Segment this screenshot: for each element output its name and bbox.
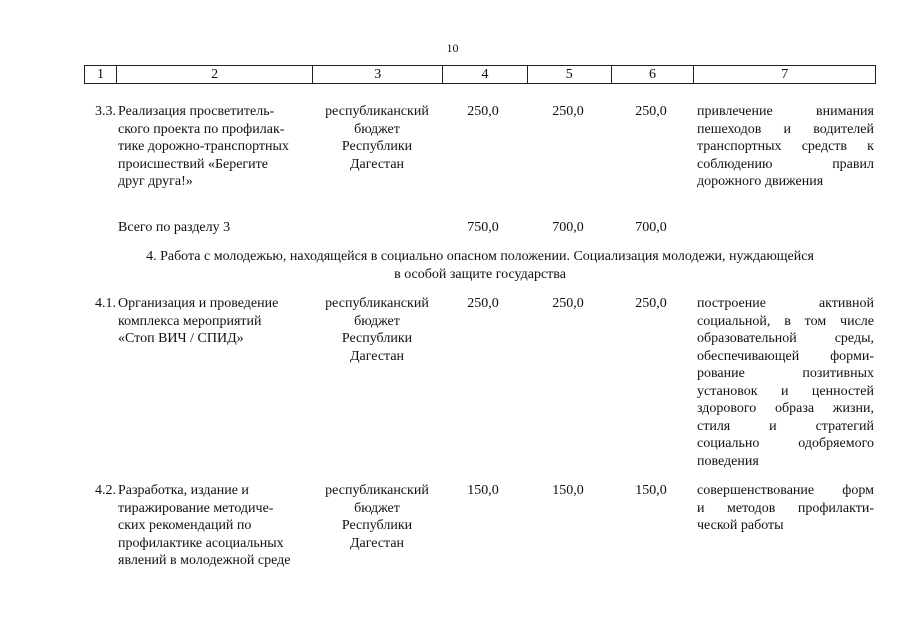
- row-result-line: и методов профилакти-: [697, 500, 874, 516]
- row-value-col6: 150,0: [635, 483, 667, 498]
- row-value-col5: 250,0: [552, 296, 584, 311]
- row-source-line: Дагестан: [349, 535, 405, 551]
- row-result-line: образовательной среды,: [697, 331, 874, 346]
- row-result-line: установок и ценностей: [697, 383, 874, 399]
- header-col-5: 5: [528, 66, 612, 83]
- row-result-line: построение активной: [697, 296, 874, 311]
- row-result-line: дорожного движения: [697, 174, 824, 189]
- header-col-7: 7: [781, 67, 789, 82]
- row-result-line: поведения: [697, 453, 759, 469]
- header-col-6: 6: [612, 66, 695, 83]
- row-number: 4.2.: [95, 483, 116, 498]
- row-result: [697, 103, 874, 191]
- row-source-line: Дагестан: [349, 156, 405, 172]
- row-name-line: тиражирование методиче-: [118, 500, 274, 516]
- row-name-line: тике дорожно-транспортных: [118, 139, 289, 154]
- row-name-line: друг друга!»: [118, 174, 193, 189]
- row-source-line: республиканский: [325, 296, 429, 311]
- row-result-line: социально одобряемого: [697, 436, 874, 451]
- section-heading-line1: 4. Работа с молодежью, находящейся в социально опасном положении. Социализация молодежи, нуждающейся: [146, 249, 814, 264]
- row-result-line: обеспечивающей форми-: [697, 348, 874, 364]
- row-name-line: ских рекомендаций по: [118, 518, 252, 533]
- row-source-line: республиканский: [325, 483, 429, 498]
- row-result-line: транспортных средств к: [697, 139, 874, 154]
- section-heading-line2: в особой защите государства: [394, 266, 566, 282]
- row-number: 4.1.: [95, 296, 116, 311]
- row-name-line: явлений в молодежной среде: [118, 553, 291, 568]
- row-result-line: соблюдению правил: [697, 156, 874, 172]
- row-source: [313, 103, 441, 173]
- row-source-line: Дагестан: [349, 348, 405, 364]
- row-source-line: Республики: [341, 518, 413, 533]
- row-number: 3.3.: [95, 104, 116, 119]
- row-name-line: профилактике асоциальных: [118, 535, 284, 551]
- row-source: [313, 295, 441, 365]
- row-source: [313, 482, 441, 552]
- header-col-3: 3: [313, 66, 443, 83]
- row-result-line: стиля и стратегий: [697, 418, 874, 434]
- total-value-col4: 750,0: [467, 220, 499, 235]
- row-source-line: бюджет: [354, 121, 400, 137]
- row-value-col4: 250,0: [467, 104, 499, 119]
- row-result-line: здорового образа жизни,: [697, 401, 874, 416]
- row-name-line: Реализация просветитель-: [118, 104, 275, 119]
- row-source-line: бюджет: [354, 313, 400, 329]
- row-name: [118, 295, 313, 348]
- row-name-line: ского проекта по профилак-: [118, 121, 285, 137]
- row-name: [118, 103, 313, 191]
- row-name: [118, 482, 318, 570]
- row-name-line: Организация и проведение: [118, 296, 279, 311]
- row-name-line: Разработка, издание и: [118, 483, 249, 498]
- section-heading: [84, 248, 876, 283]
- row-value-col4: 150,0: [467, 483, 499, 498]
- row-result-line: социальной, в том числе: [697, 313, 874, 329]
- header-col-4: 4: [443, 66, 528, 83]
- row-result-line: рование позитивных: [697, 366, 874, 381]
- row-name-line: происшествий «Берегите: [118, 156, 269, 172]
- row-result-line: ческой работы: [697, 518, 784, 533]
- row-result: [697, 295, 874, 470]
- row-name-line: комплекса мероприятий: [118, 313, 262, 329]
- row-value-col6: 250,0: [635, 296, 667, 311]
- row-source-line: Республики: [341, 331, 413, 346]
- row-result: [697, 482, 874, 535]
- row-source-line: бюджет: [354, 500, 400, 516]
- row-value-col5: 150,0: [552, 483, 584, 498]
- row-value-col4: 250,0: [467, 296, 499, 311]
- total-label: Всего по разделу 3: [118, 220, 231, 235]
- row-result-line: привлечение внимания: [697, 104, 874, 119]
- row-source-line: республиканский: [325, 104, 429, 119]
- page-number: 10: [446, 41, 459, 55]
- total-value-col5: 700,0: [552, 220, 584, 235]
- row-result-line: пешеходов и водителей: [697, 121, 874, 137]
- row-name-line: «Стоп ВИЧ / СПИД»: [118, 331, 244, 346]
- header-col-2: 2: [117, 66, 314, 83]
- row-value-col6: 250,0: [635, 104, 667, 119]
- header-col-1: 1: [85, 66, 117, 83]
- row-value-col5: 250,0: [552, 104, 584, 119]
- total-value-col6: 700,0: [635, 220, 667, 235]
- row-source-line: Республики: [341, 139, 413, 154]
- table-header-row: [84, 65, 876, 84]
- row-result-line: совершенствование форм: [697, 483, 874, 498]
